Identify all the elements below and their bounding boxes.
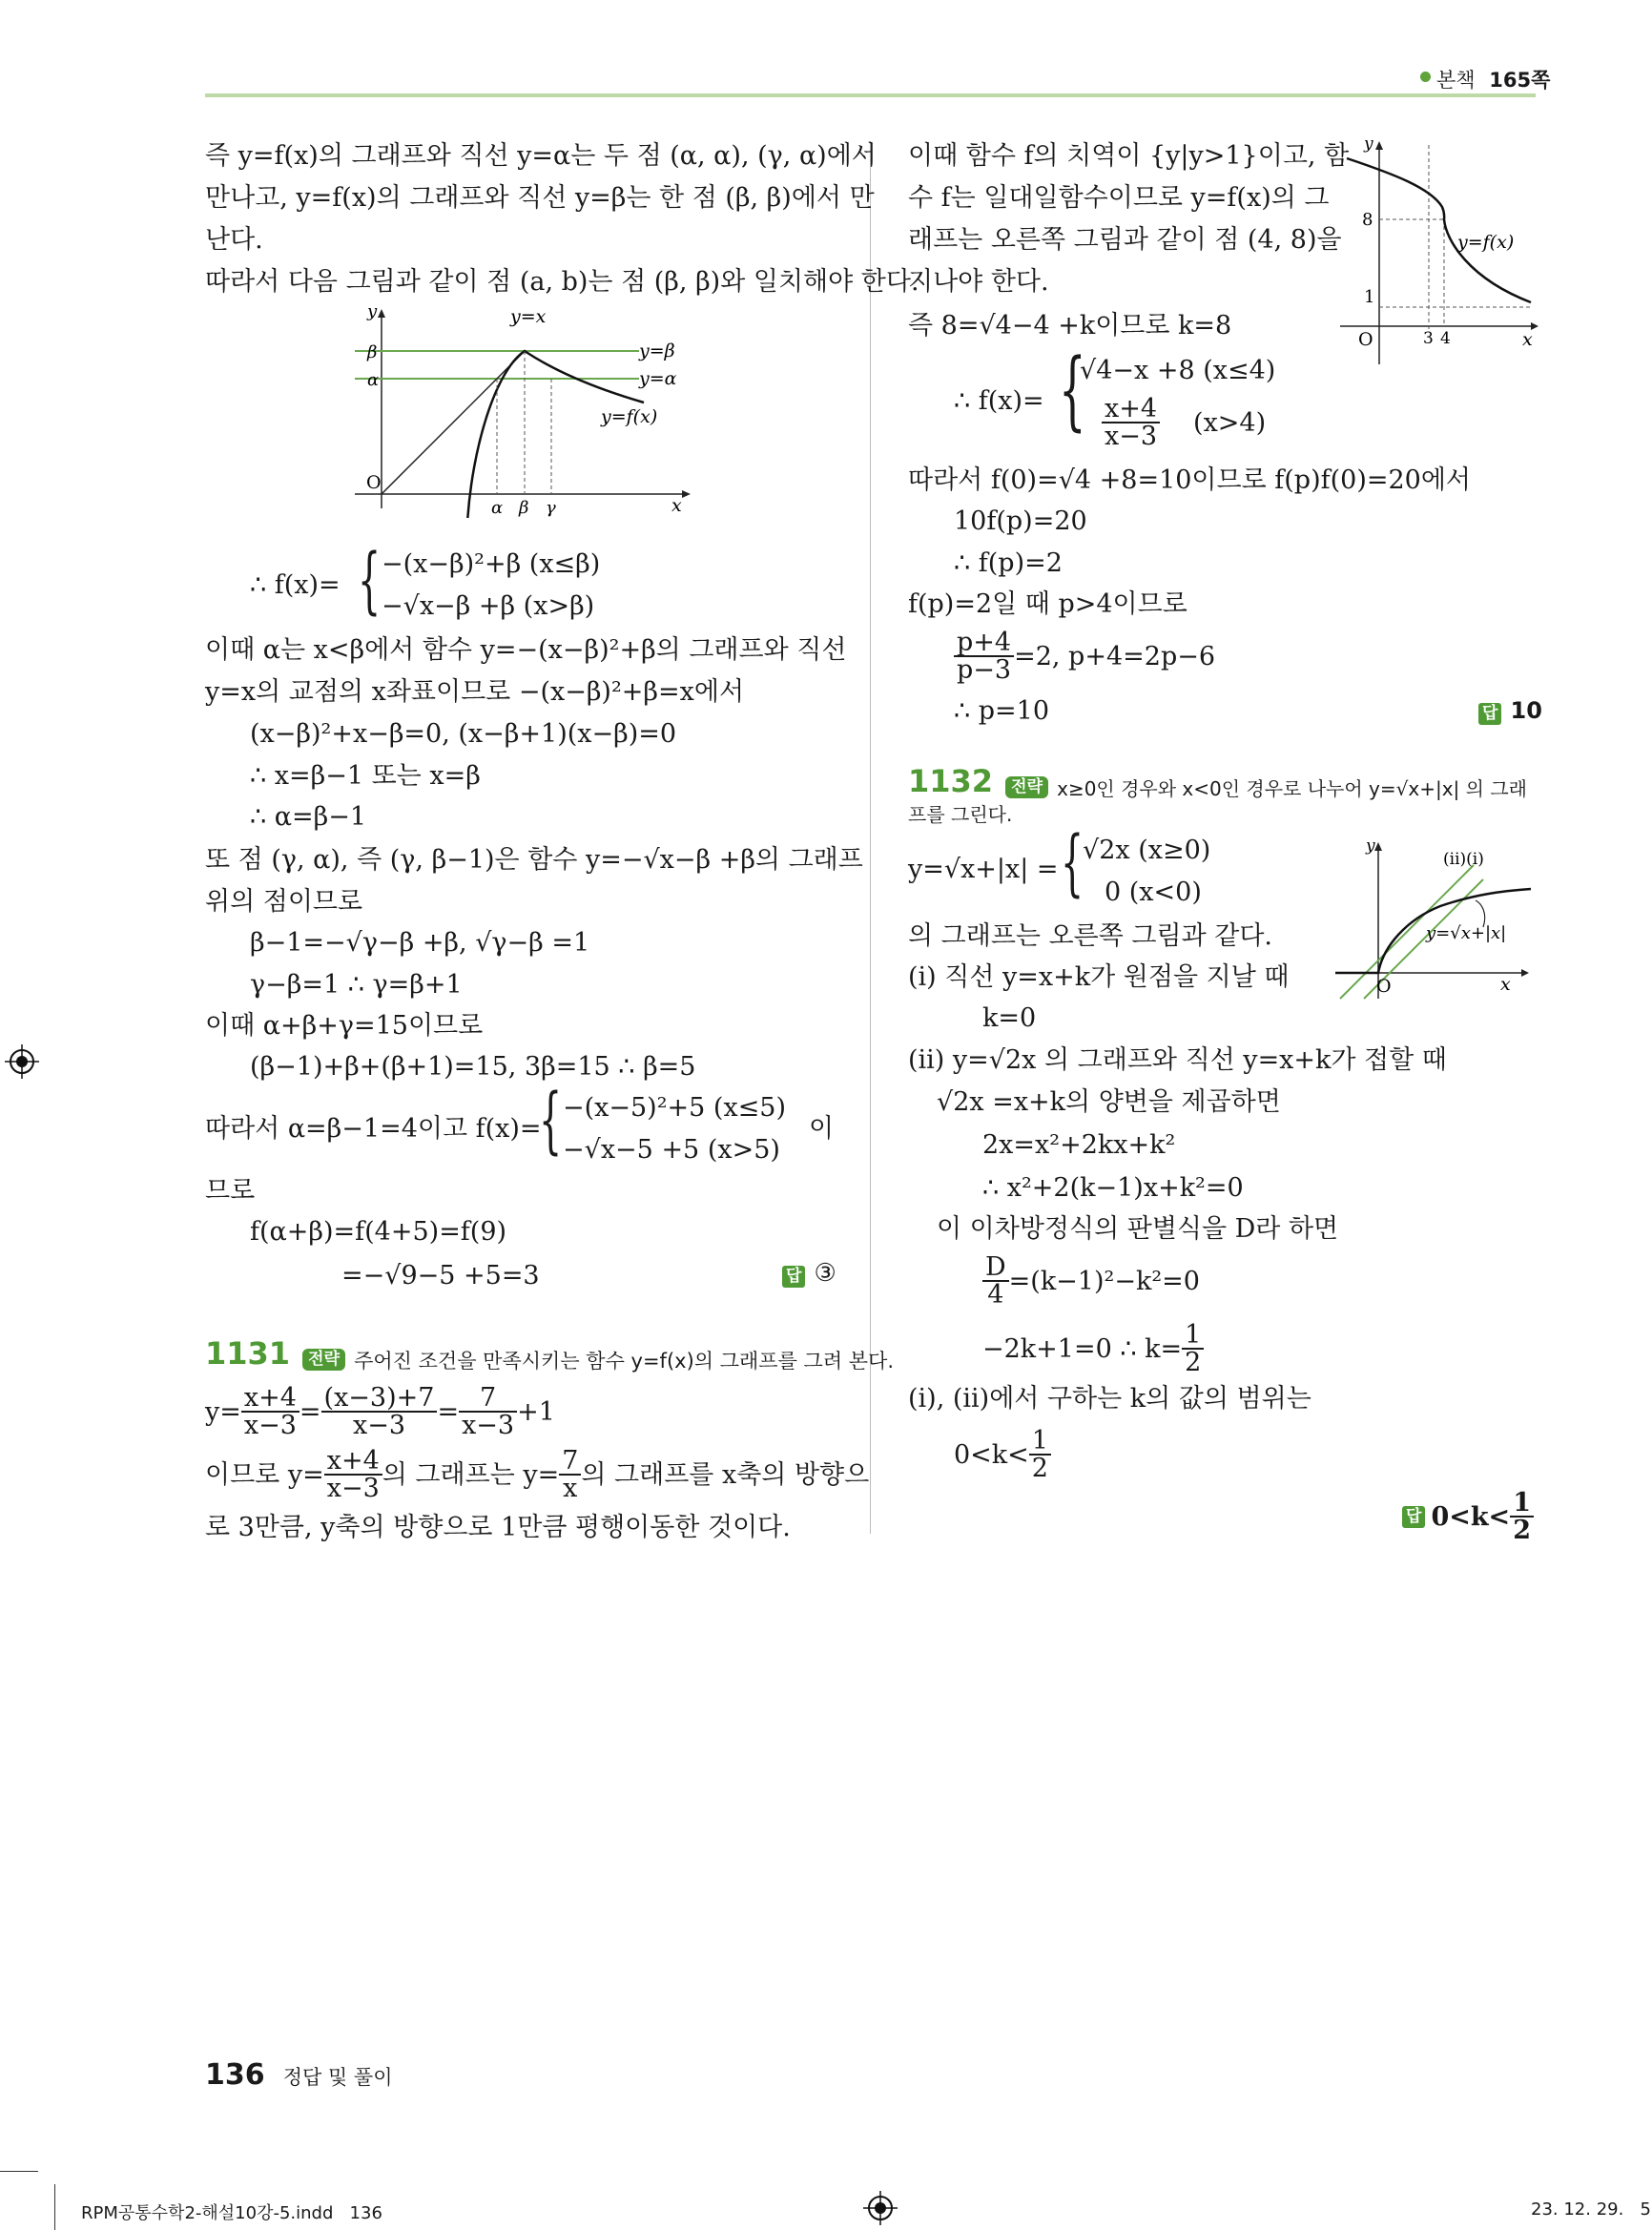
answer-1130 [782, 1261, 836, 1288]
eq1-frac-1 [241, 1385, 299, 1438]
print-date: 23. 12. 29. 5 [1531, 2199, 1651, 2220]
left-line-5: 이때 α는 x<β에서 함수 y=−(x−β)²+β의 그래프와 직선 [205, 635, 847, 665]
eq2-frac-2-num: 7 [559, 1448, 581, 1476]
header-section-label: 본책 [1436, 69, 1476, 92]
right-fx-case-2-cond: (x>4) [1193, 407, 1267, 438]
right-line-25-pre: 0<k< [954, 1439, 1029, 1470]
left-line-1: 즉 y=f(x)의 그래프와 직선 y=α는 두 점 (α, α), (γ, α)에서 [205, 141, 877, 171]
right-line-2: 수 f는 일대일함수이므로 y=f(x)의 그 [908, 183, 1330, 213]
header-page-ref: 165쪽 [1489, 69, 1551, 92]
right-line-23-num: 1 [1182, 1322, 1204, 1350]
g2-y-arrow [1375, 141, 1383, 150]
g1-alpha-tick: α [367, 370, 380, 390]
g2-tick-1: 1 [1364, 287, 1375, 307]
answer-1131 [1478, 697, 1542, 725]
left-line-16-post: 이 [809, 1114, 835, 1144]
eq2-mid: 의 그래프는 y= [382, 1459, 560, 1490]
problem-1131-strategy: 주어진 조건을 만족시키는 함수 y=f(x)의 그래프를 그려 본다. [354, 1349, 895, 1373]
g1-yeqx-label: y=x [510, 306, 547, 327]
left-line-16-case-2: −√x−5 +5 (x>5) [563, 1135, 780, 1165]
g1-x-beta: β [519, 498, 529, 518]
g1-line-yx [382, 351, 525, 494]
right-line-20: ∴ x²+2(k−1)x+k²=0 [982, 1173, 1244, 1203]
right-line-19: 2x=x²+2kx+k² [982, 1130, 1176, 1160]
fx-lhs: ∴ f(x)= [250, 570, 341, 600]
f5-brace: { [539, 1077, 563, 1162]
left-line-13: γ−β=1 ∴ γ=β+1 [250, 970, 463, 1000]
left-line-17: 므로 [205, 1176, 256, 1206]
left-line-3: 난다. [205, 225, 263, 255]
fx-case-2: −√x−β +β (x>β) [382, 591, 595, 621]
right-line-10: f(p)=2일 때 p>4이므로 [908, 589, 1187, 619]
right-line-11-frac [954, 630, 1014, 683]
right-line-3: 래프는 오른쪽 그림과 같이 점 (4, 8)을 [908, 225, 1342, 255]
problem-1132-strategy-2: 프를 그린다. [908, 803, 1013, 826]
g3-y-arrow [1374, 842, 1382, 851]
eq2-frac-1-den: x−3 [326, 1474, 380, 1503]
crop-mark-vertical [54, 2184, 55, 2230]
problem-1131-tag: 전략 [302, 1349, 345, 1371]
right-line-24: (i), (ii)에서 구하는 k의 값의 범위는 [908, 1384, 1311, 1414]
answer-1131-box: 답 [1478, 703, 1501, 725]
right-line-7: 따라서 f(0)=√4 +8=10이므로 f(p)f(0)=20에서 [908, 465, 1471, 495]
graph-beta-alpha [343, 303, 696, 518]
eq-1131-line-2 [205, 1448, 869, 1501]
g1-y-arrow [378, 309, 385, 318]
page-number: 136 [205, 2058, 265, 2092]
problem-1132-header [908, 763, 1527, 801]
right-line-23-den: 2 [1185, 1348, 1202, 1377]
problem-1131-number: 1131 [205, 1335, 291, 1372]
g1-yfx-label: y=f(x) [601, 406, 658, 427]
left-line-8: ∴ x=β−1 또는 x=β [250, 761, 481, 791]
eq-1131-line-1 [205, 1385, 555, 1438]
right-line-8: 10f(p)=20 [954, 506, 1087, 536]
g2-xlabel: x [1522, 329, 1533, 350]
left-line-2: 만나고, y=f(x)의 그래프와 직선 y=β는 한 점 (β, β)에서 만 [205, 183, 875, 213]
right-line-13-lhs: y=√x+|x| = [908, 855, 1059, 884]
eq1-frac-1-num: x+4 [241, 1385, 299, 1413]
eq1-eq2: = [437, 1396, 460, 1427]
left-line-14: 이때 α+β+γ=15이므로 [205, 1011, 484, 1041]
graph-fx-4-8 [1335, 135, 1540, 369]
right-13-brace: { [1061, 819, 1084, 904]
right-fx-lhs: ∴ f(x)= [954, 386, 1044, 416]
left-line-12: β−1=−√γ−β +β, √γ−β =1 [250, 928, 590, 958]
right-fx-case-1: √4−x +8 (x≤4) [1080, 356, 1276, 385]
left-line-e3: 로 3만큼, y축의 방향으로 1만큼 평행이동한 것이다. [205, 1513, 791, 1542]
eq1-frac-2-den: x−3 [352, 1411, 406, 1440]
eq1-frac-1-den: x−3 [243, 1411, 297, 1440]
left-line-6: y=x의 교점의 x좌표이므로 −(x−β)²+β=x에서 [205, 677, 745, 707]
right-fx-case-2-num: x+4 [1102, 396, 1160, 423]
problem-1132-number: 1132 [908, 763, 994, 799]
right-line-23-pre: −2k+1=0 ∴ k= [982, 1333, 1183, 1364]
right-fx-brace: { [1059, 341, 1086, 441]
right-line-1: 이때 함수 f의 치역이 {y|y>1}이고, 함 [908, 141, 1350, 171]
right-line-17: (ii) y=√2x 의 그래프와 직선 y=x+k가 접할 때 [908, 1045, 1447, 1075]
answer-1131-value: 10 [1510, 697, 1542, 724]
right-line-18: √2x =x+k의 양변을 제곱하면 [937, 1087, 1281, 1117]
right-line-22-frac [982, 1254, 1009, 1308]
g2-tick-4: 4 [1440, 329, 1451, 348]
right-fx-case-2-den: x−3 [1105, 422, 1158, 451]
eq2-frac-2-den: x [563, 1474, 578, 1503]
eq1-lhs: y= [205, 1396, 241, 1427]
header-section [1436, 65, 1550, 93]
left-line-16-case-1: −(x−5)²+5 (x≤5) [563, 1093, 787, 1123]
right-line-12: ∴ p=10 [954, 696, 1050, 726]
g2-curve-fx [1347, 158, 1531, 302]
left-line-9: ∴ α=β−1 [250, 802, 367, 832]
left-line-10: 또 점 (γ, α), 즉 (γ, β−1)은 함수 y=−√x−β +β의 그래프 [205, 845, 863, 875]
right-line-16: k=0 [982, 1003, 1037, 1033]
left-line-4: 따라서 다음 그림과 같이 점 (a, b)는 점 (β, β)와 일치해야 한다. [205, 267, 919, 297]
g3-x-arrow [1521, 969, 1529, 977]
fx-case-1: −(x−β)²+β (x≤β) [382, 549, 601, 579]
g3-line-labels: (ii)(i) [1443, 850, 1484, 869]
right-line-25-den: 2 [1031, 1454, 1048, 1483]
g1-origin: O [366, 472, 382, 493]
g3-xlabel: x [1500, 974, 1511, 995]
answer-1132-frac [1510, 1490, 1534, 1543]
eq1-frac-3-num: 7 [459, 1385, 517, 1413]
g1-ylabel: y [367, 303, 378, 321]
right-line-11-den: p−3 [957, 655, 1012, 685]
page-label: 정답 및 풀이 [282, 2066, 393, 2089]
g1-curve-fx [467, 351, 644, 518]
g3-curve-label: y=√x+|x| [1426, 923, 1507, 943]
g2-yfx-label: y=f(x) [1457, 232, 1515, 253]
registration-mark-icon-bottom [863, 2191, 898, 2225]
right-line-21: 이 이차방정식의 판별식을 D라 하면 [937, 1214, 1339, 1244]
g1-xlabel: x [671, 495, 682, 516]
left-line-11: 위의 점이므로 [205, 887, 363, 917]
graph-sqrt-tangent [1331, 832, 1540, 1003]
g2-ylabel: y [1364, 135, 1373, 154]
g1-yeqb-label: y=β [639, 341, 675, 361]
right-line-22-rest: =(k−1)²−k²=0 [1008, 1266, 1200, 1296]
answer-1130-value: ③ [814, 1259, 836, 1288]
registration-mark-icon-left [5, 1044, 39, 1079]
left-line-15: (β−1)+β+(β+1)=15, 3β=15 ∴ β=5 [250, 1052, 696, 1082]
left-line-19: =−√9−5 +5=3 [341, 1261, 540, 1291]
g2-origin: O [1358, 329, 1373, 350]
eq1-tail: +1 [517, 1396, 555, 1427]
problem-1132-strategy-1: x≥0인 경우와 x<0인 경우로 나누어 y=√x+|x| 의 그래 [1057, 777, 1527, 800]
answer-1132-den: 2 [1513, 1516, 1531, 1545]
right-line-22 [982, 1254, 1200, 1308]
answer-1132 [1402, 1490, 1534, 1543]
g3-ylabel: y [1366, 836, 1375, 856]
eq1-frac-3 [459, 1385, 517, 1438]
right-line-5: 즉 8=√4−4 +k이므로 k=8 [908, 311, 1232, 341]
eq1-frac-3-den: x−3 [462, 1411, 515, 1440]
right-fx-case-2 [1102, 396, 1266, 449]
problem-1131-header [205, 1335, 894, 1374]
answer-1130-box: 답 [782, 1266, 805, 1288]
fx-brace: { [358, 537, 382, 622]
answer-1132-pre: 0<k< [1431, 1501, 1511, 1532]
right-line-15: (i) 직선 y=x+k가 원점을 지날 때 [908, 962, 1290, 992]
right-line-11 [954, 630, 1215, 683]
g2-tick-3: 3 [1423, 329, 1434, 348]
eq2-post: 의 그래프를 x축의 방향으 [581, 1459, 870, 1490]
left-line-7: (x−β)²+x−β=0, (x−β+1)(x−β)=0 [250, 719, 677, 749]
g1-yeqa-label: y=α [639, 368, 677, 389]
right-line-23-frac [1182, 1322, 1204, 1375]
g1-x-gamma: γ [546, 498, 556, 518]
answer-1132-box: 답 [1402, 1506, 1425, 1528]
g3-origin: O [1376, 976, 1392, 997]
right-line-4: 지나야 한다. [908, 267, 1049, 297]
g1-x-alpha: α [491, 498, 504, 518]
crop-mark-horizontal [0, 2171, 38, 2172]
file-info: RPM공통수학2-해설10강-5.indd 136 [81, 2203, 382, 2223]
eq2-pre: 이므로 y= [205, 1459, 324, 1490]
right-line-25-num: 1 [1029, 1428, 1051, 1456]
left-line-16-pre: 따라서 α=β−1=4이고 f(x)= [205, 1114, 542, 1144]
right-line-22-den: 4 [987, 1280, 1004, 1310]
g1-beta-tick: β [367, 342, 378, 362]
right-line-11-rest: =2, p+4=2p−6 [1014, 641, 1216, 671]
right-line-13-case-2: 0 (x<0) [1105, 878, 1202, 907]
right-fx-case-2-frac [1102, 396, 1160, 449]
right-line-9: ∴ f(p)=2 [954, 548, 1063, 578]
g1-x-arrow [682, 490, 691, 498]
header-rule [205, 93, 1536, 97]
right-line-25-frac [1029, 1428, 1051, 1481]
eq1-frac-2-num: (x−3)+7 [321, 1385, 438, 1413]
g2-tick-8: 8 [1362, 210, 1373, 230]
right-line-25 [954, 1428, 1051, 1481]
right-line-13-case-1: √2x (x≥0) [1083, 836, 1211, 865]
right-line-22-num: D [982, 1254, 1009, 1282]
eq1-eq: = [299, 1396, 321, 1427]
eq1-frac-2 [321, 1385, 438, 1438]
problem-1132-tag: 전략 [1005, 776, 1048, 798]
eq2-frac-1-num: x+4 [324, 1448, 382, 1476]
eq2-frac-1 [324, 1448, 382, 1501]
right-line-14: 의 그래프는 오른쪽 그림과 같다. [908, 921, 1272, 951]
answer-1132-num: 1 [1510, 1490, 1534, 1518]
left-line-18: f(α+β)=f(4+5)=f(9) [250, 1217, 507, 1247]
column-divider [870, 141, 871, 1534]
header-dot-icon [1420, 72, 1431, 82]
eq2-frac-2 [559, 1448, 581, 1501]
page-footer [205, 2058, 393, 2092]
right-line-11-num: p+4 [954, 630, 1014, 657]
right-line-23 [982, 1322, 1204, 1375]
